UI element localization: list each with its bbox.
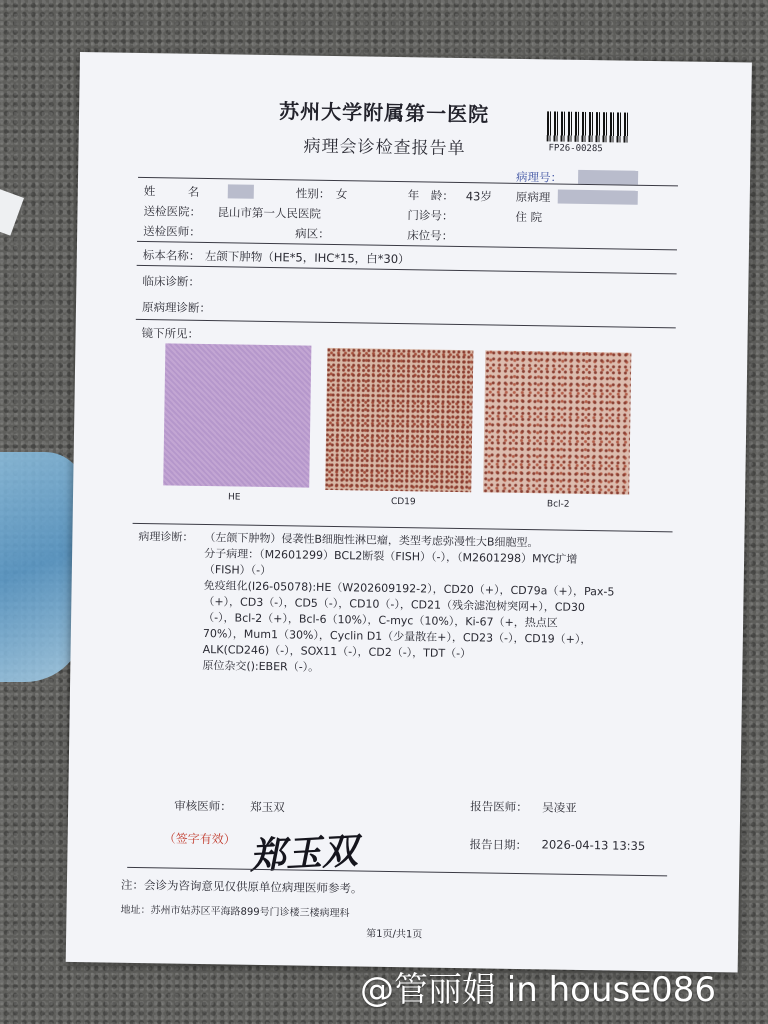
redaction <box>558 190 638 205</box>
original-pathology-label: 原病理诊断： <box>141 300 212 316</box>
sex-label: 性别： <box>295 186 331 201</box>
reviewer-name: 郑玉双 <box>250 799 285 815</box>
pathology-no-label: 病理号： <box>515 169 563 185</box>
specimen-label: 标本名称： <box>142 248 201 263</box>
sending-doctor-label: 送检医师： <box>143 224 201 239</box>
report-title: 病理会诊检查报告单 <box>303 136 466 160</box>
diagnosis-line: （左颌下肿物）侵袭性B细胞性淋巴瘤，类型考虑弥漫性大B细胞型。 <box>204 531 539 550</box>
sex-value: 女 <box>335 187 348 202</box>
specimen-value: 左颌下肿物（HE*5，IHC*15，白*30） <box>204 248 410 267</box>
ward-label: 病区： <box>295 226 330 241</box>
he-caption: HE <box>227 492 241 503</box>
redaction <box>228 184 254 198</box>
name-label: 姓 <box>143 184 156 199</box>
diagnosis-line: 原位杂交():EBER（-）。 <box>202 658 320 674</box>
reporter-label: 报告医师： <box>470 799 528 815</box>
clinical-diagnosis-label: 临床诊断： <box>142 274 201 289</box>
cd19-stain-image <box>325 348 473 492</box>
diagnosis-line: 70%），Mum1（30%），Cyclin D1（少量散在+），CD23（-），CD19（+）， <box>202 627 592 647</box>
sending-hospital-value: 昆山市第一人民医院 <box>217 205 322 221</box>
diagnosis-line: （FISH）（-） <box>203 563 272 578</box>
microscopy-label: 镜下所见： <box>141 326 200 341</box>
handwritten-signature: 郑玉双 <box>248 829 359 878</box>
cd19-caption: CD19 <box>390 496 416 508</box>
orig-pathology-label: 原病理 <box>515 189 551 205</box>
footer-address: 地址：苏州市姑苏区平海路899号门诊楼三楼病理科 <box>120 904 350 920</box>
report-date-value: 2026-04-13 13:35 <box>541 837 646 853</box>
rule <box>127 867 667 876</box>
bcl2-caption: Bcl-2 <box>546 499 570 510</box>
age-label: 年 龄： <box>407 188 454 203</box>
hospital-name: 苏州大学附属第一医院 <box>278 99 490 127</box>
page-number: 第1页/共1页 <box>366 928 423 941</box>
sending-hospital-label: 送检医院： <box>143 204 202 219</box>
pathology-report-sheet <box>66 52 752 972</box>
bcl2-stain-image <box>483 350 631 494</box>
report-date-label: 报告日期： <box>469 837 528 853</box>
outpatient-no-label: 门诊号： <box>407 208 454 223</box>
age-value: 43岁 <box>465 189 493 204</box>
name-value: 名 <box>187 184 200 199</box>
barcode <box>547 111 629 142</box>
diagnosis-line: ALK(CD246)（-），SOX11（-），CD2（-），TDT（-） <box>202 643 472 661</box>
diagnosis-label: 病理诊断： <box>138 529 194 544</box>
diagnosis-line: （-），Bcl-2（+），Bcl-6（10%），C-myc（10%），Ki-67（+，热点区 <box>203 611 558 630</box>
barcode-number: FP26-00285 <box>548 143 603 155</box>
reporter-name: 吴凌亚 <box>542 800 577 815</box>
diagnosis-line: 免疫组化(I26-05078):HE（W202609192-2），CD20（+），CD79a（+），Pax-5 <box>203 579 615 599</box>
diagnosis-line: 分子病理：（M2601299）BCL2断裂（FISH）（-），（M2601298）MYC扩增 <box>204 547 578 566</box>
signature-valid-note: （签字有效） <box>163 831 236 847</box>
bed-no-label: 床位号： <box>407 228 454 243</box>
reviewer-label: 审核医师： <box>174 798 232 814</box>
footer-note: 注：会诊为咨询意见仅供原单位病理医师参考。 <box>120 877 363 896</box>
watermark: @管丽娟 in house086 <box>360 970 717 1010</box>
inpatient-label: 住 院 <box>515 209 543 225</box>
he-stain-image <box>163 343 311 487</box>
rule <box>136 319 676 328</box>
diagnosis-line: （+），CD3（-），CD5（-），CD10（-），CD21（残余滤泡树突网+），CD30 <box>203 595 586 614</box>
redaction <box>578 170 638 185</box>
